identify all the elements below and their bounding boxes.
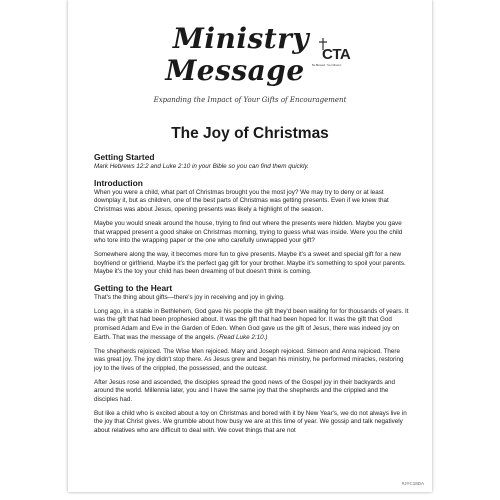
masthead-title-line2: Message bbox=[165, 54, 305, 87]
masthead-title-line1: Ministry bbox=[172, 22, 310, 55]
intro-paragraph-2: Maybe you would sneak around the house, trying to find out where the presents were hidden. Maybe you gave that wrapped present a good shake on Christmas morning, trying to guess what was inside. Were you the child who tore into the wrapping paper or the one who carefully unwrapped your gift? bbox=[94, 219, 403, 245]
heading-getting-started: Getting Started bbox=[94, 152, 155, 162]
logo-tagline: Be Blessed. Your Mission bbox=[312, 64, 342, 67]
heart-paragraph-4: After Jesus rose and ascended, the disciples spread the good news of the Gospel joy in their backyards and around the world. Millennia later, you and I have the same joy that the shepherds and the crippled and the disciples had. bbox=[94, 378, 396, 404]
heart-paragraph-1: That's the thing about gifts—there's joy in receiving and joy in giving. bbox=[94, 294, 285, 302]
page-title: The Joy of Christmas bbox=[171, 125, 329, 142]
document-page bbox=[68, 0, 432, 492]
product-code: #JYC18DA bbox=[401, 481, 424, 486]
heading-getting-to-the-heart: Getting to the Heart bbox=[94, 283, 173, 294]
logo-text: CTA bbox=[322, 46, 351, 63]
heart-paragraph-2-text: Long ago, in a stable in Bethlehem, God gave his people the gift they'd been waiting for for thousands of years. It was the gift that had been prophesied about. It was the gift that had been hoped for. It was the gift that God promised Adam and Eve in the Garden of Eden. When God gave us the gift of Jesus, there was indeed joy on Earth. That was the message of the angels. bbox=[94, 307, 409, 341]
scripture-callout: (Read Luke 2:10.) bbox=[217, 333, 268, 341]
masthead bbox=[68, 22, 432, 104]
heart-paragraph-2 bbox=[94, 308, 410, 343]
cta-logo bbox=[312, 38, 352, 70]
heart-paragraph-3: The shepherds rejoiced. The Wise Men rejoiced. Mary and Joseph rejoiced. Simeon and Anna rejoiced. There was great joy. The joy didn't stop there. As Jesus grew and began his ministry, he performed miracles, restoring joy to the lives of the crippled, the possessed, and the outcast. bbox=[94, 347, 404, 372]
scripture-reference: Mark Hebrews 12:2 and Luke 2:10 in your Bible so you can find them quickly. bbox=[94, 163, 309, 170]
intro-paragraph-3: Somewhere along the way, it becomes more fun to give presents. Maybe it's a sweet and special gift for a new boyfriend or girlfriend. Maybe it's the perfect gag gift for your brother. Maybe it's something to spoil your parents. Maybe it's the toy your child has been dreaming of but doesn't think is coming. bbox=[94, 250, 406, 276]
masthead-tagline: Expanding the Impact of Your Gifts of Encouragement bbox=[153, 96, 347, 104]
intro-paragraph-1: When you were a child, what part of Christmas brought you the most joy? We may try to deny or at least downplay it, but as children, one of the best parts of Christmas was getting presents. Even if we knew that Christmas was about Jesus, opening presents was likely a highlight of the season. bbox=[94, 188, 389, 214]
heading-introduction: Introduction bbox=[94, 177, 143, 188]
heart-paragraph-5: But like a child who is excited about a toy on Christmas and bored with it by New Year's, we do not always live in the joy that Christ gives. We grumble about how busy we are at this time of year. We gossip and talk negatively about relatives who are difficult to deal with. We covet things that are not bbox=[94, 409, 407, 435]
document-body bbox=[94, 152, 410, 436]
